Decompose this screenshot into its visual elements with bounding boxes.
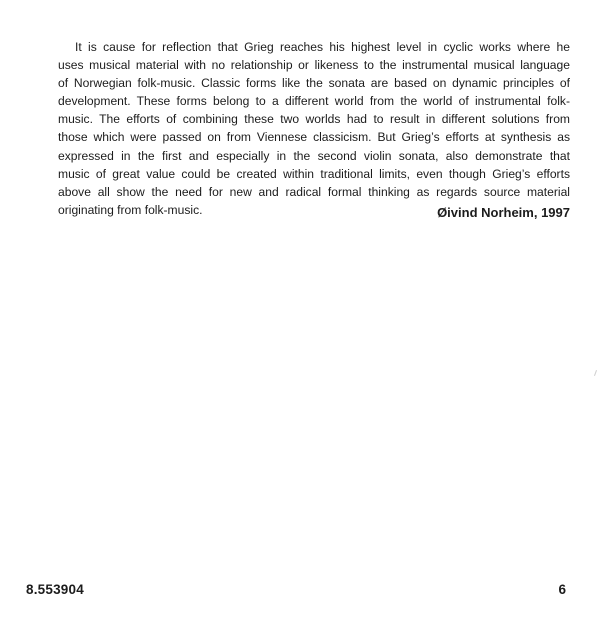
paragraph-line: music. The efforts of combining these two worlds had to result in different solutions from: [58, 112, 570, 127]
paragraph-line: those which were passed on from Viennese classicism. But Grieg’s efforts at synthesis as: [58, 130, 570, 145]
author-signature: Øivind Norheim, 1997: [437, 205, 570, 220]
paragraph-line: of Norwegian folk-music. Classic forms like the sonata are based on dynamic principles of: [58, 76, 570, 91]
scan-speck: [594, 370, 597, 376]
paragraph-line: above all show the need for new and radical formal thinking as regards source material: [58, 184, 570, 199]
page-number: 6: [558, 582, 566, 597]
paragraph-line: development. These forms belong to a different world from the world of instrumental folk-: [58, 94, 570, 109]
catalog-number: 8.553904: [26, 582, 84, 597]
paragraph-line: expressed in the first and especially in the second violin sonata, also demonstrate that: [58, 148, 570, 163]
paragraph-line: It is cause for reflection that Grieg reaches his highest level in cyclic works where he: [75, 40, 570, 54]
paragraph-line: uses musical material with no relationship or likeness to the instrumental musical language: [58, 58, 570, 73]
paragraph-line: originating from folk-music.: [58, 202, 203, 217]
paragraph-line: music of great value could be created within traditional limits, even though Grieg’s efforts: [58, 166, 570, 181]
essay-paragraph: [58, 38, 570, 219]
